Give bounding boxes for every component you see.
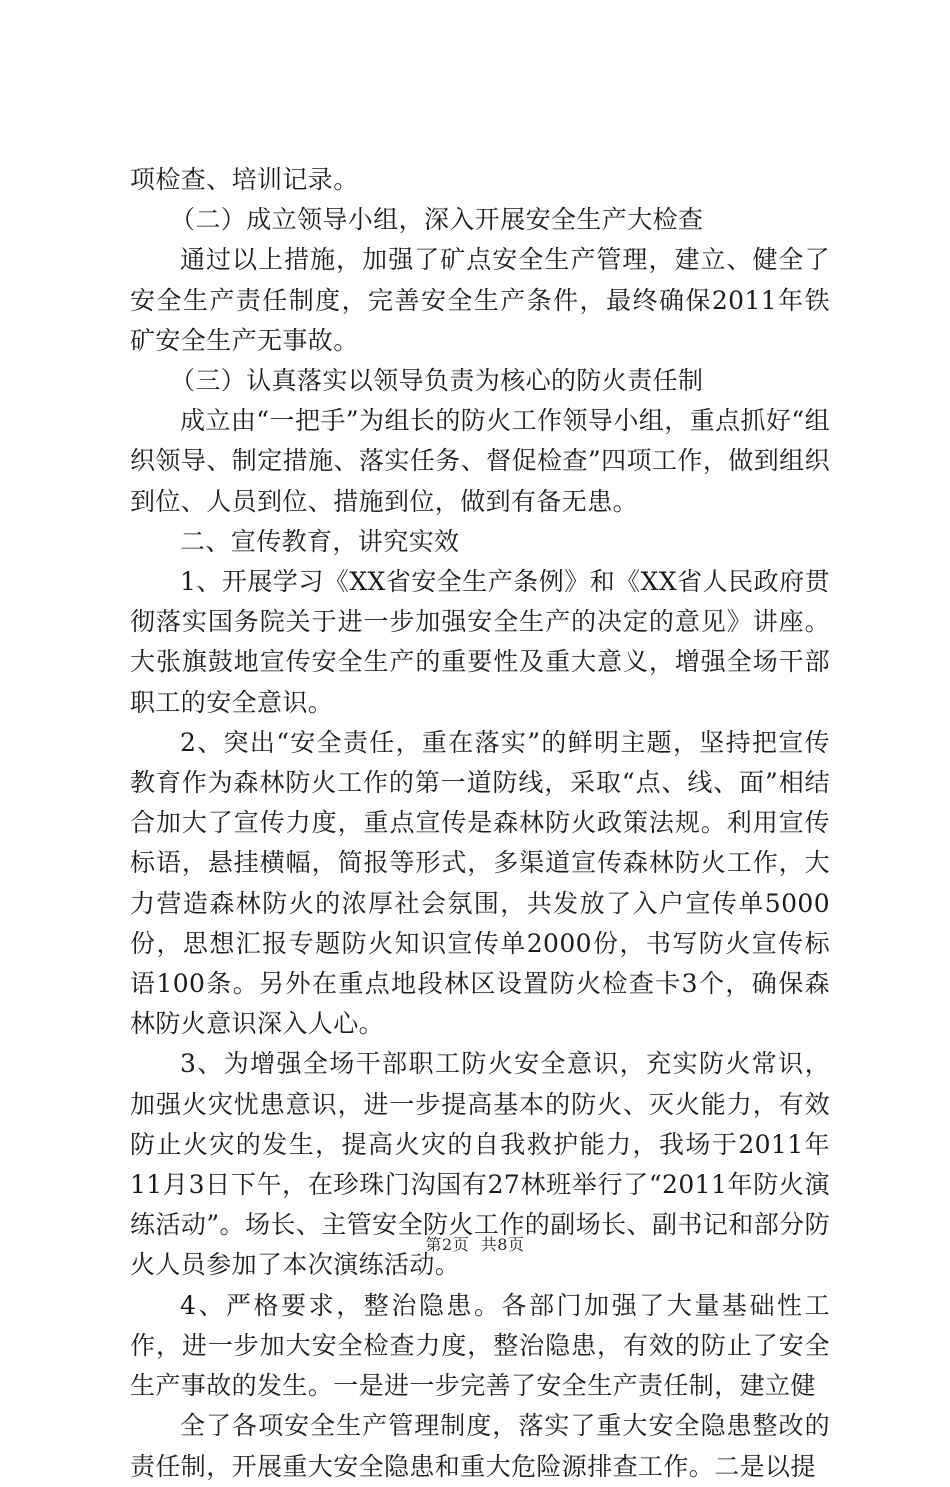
paragraph: 2、突出“安全责任，重在落实”的鲜明主题，坚持把宣传教育作为森林防火工作的第一道防线，采取“点、线、面”相结合加大了宣传力度，重点宣传是森林防火政策法规。利用宣传标语，悬挂横幅，简报等形式，多渠道宣传森林防火工作，大力营造森林防火的浓厚社会氛围，共发放了入户宣传单5000份，思想汇报专题防火知识宣传单2000份，书写防火宣传标语100条。另外在重点地段林区设置防火检查卡3个，确保森林防火意识深入人心。 xyxy=(130,727,830,1039)
page-footer xyxy=(0,1232,950,1255)
section-heading: （三）认真落实以领导负责为核心的防火责任制 xyxy=(170,366,704,396)
paragraph: 全了各项安全生产管理制度，落实了重大安全隐患整改的责任制，开展重大安全隐患和重大危险源排查工作。二是以提 xyxy=(130,1411,830,1481)
paragraph: 1、开展学习《XX省安全生产条例》和《XX省人民政府贯彻落实国务院关于进一步加强安全生产的决定的意见》讲座。大张旗鼓地宣传安全生产的重要性及重大意义，增强全场干部职工的安全意识。 xyxy=(130,567,830,717)
paragraph: 3、为增强全场干部职工防火安全意识，充实防火常识，加强火灾忧患意识，进一步提高基本的防火、灭火能力，有效防止火灾的发生，提高火灾的自我救护能力，我场于2011年11月3日下午，在珍珠门沟国有27林班举行了“2011年防火演练活动”。场长、主管安全防火工作的副场长、副书记和部分防火人员参加了本次演练活动。 xyxy=(130,1049,830,1280)
section-heading: （二）成立领导小组，深入开展安全生产大检查 xyxy=(170,205,704,235)
paragraph: 项检查、培训记录。 xyxy=(130,165,359,194)
section-heading: 二、宣传教育，讲究实效 xyxy=(180,526,460,556)
paragraph: 成立由“一把手”为组长的防火工作领导小组，重点抓好“组织领导、制定措施、落实任务、督促检查”四项工作，做到组织到位、人员到位、措施到位，做到有备无患。 xyxy=(130,406,830,516)
paragraph: 通过以上措施，加强了矿点安全生产管理，建立、健全了安全生产责任制度，完善安全生产条件，最终确保2011年铁矿安全生产无事故。 xyxy=(130,245,830,355)
document-body xyxy=(130,160,830,1487)
total-pages: 共8页 xyxy=(480,1235,525,1254)
page-number: 第2页 xyxy=(425,1235,470,1254)
paragraph: 4、严格要求，整治隐患。各部门加强了大量基础性工作，进一步加大安全检查力度，整治隐患，有效的防止了安全生产事故的发生。一是进一步完善了安全生产责任制，建立健 xyxy=(130,1290,830,1401)
